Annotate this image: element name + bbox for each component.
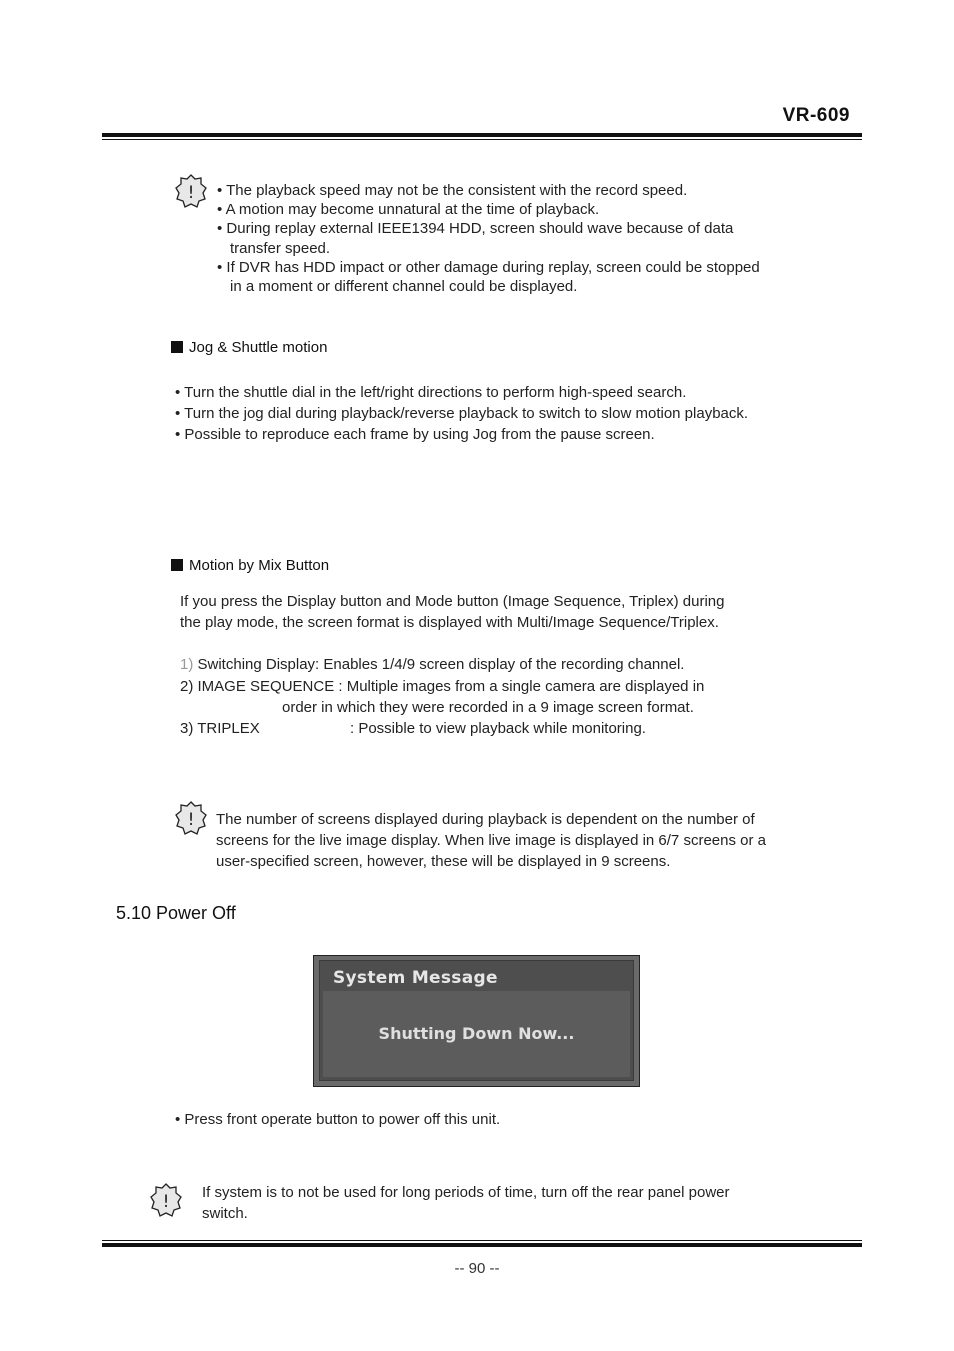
warning-icon (174, 801, 208, 835)
square-bullet-icon (171, 341, 183, 353)
note1-line-3: • During replay external IEEE1394 HDD, screen should wave because of data (217, 220, 734, 237)
mix-item-1-text: Switching Display: Enables 1/4/9 screen display of the recording channel. (197, 656, 685, 673)
note1-line-6: in a moment or different channel could be displayed. (230, 278, 578, 295)
mix-item-2-cont: order in which they were recorded in a 9 image screen format. (282, 699, 694, 716)
section-title-power-off: 5.10 Power Off (116, 903, 236, 923)
system-message-title: System Message (333, 968, 498, 988)
note2-line-1: The number of screens displayed during playback is dependent on the number of (216, 811, 755, 828)
mix-intro-line-2: the play mode, the screen format is displayed with Multi/Image Sequence/Triplex. (180, 614, 719, 631)
jog-line-2: • Turn the jog dial during playback/reverse playback to switch to slow motion playback. (175, 405, 749, 422)
svg-text:!: ! (162, 1192, 170, 1212)
note1-line-1: • The playback speed may not be the consistent with the record speed. (217, 182, 688, 199)
mix-item-1 (180, 656, 684, 673)
document-model-title: VR-609 (782, 105, 850, 126)
system-message-body (323, 991, 630, 1077)
warning-icon (174, 174, 208, 208)
jog-shuttle-heading-text: Jog & Shuttle motion (189, 339, 328, 356)
mix-item-3-text: : Possible to view playback while monitoring. (350, 720, 646, 737)
svg-text:!: ! (187, 183, 195, 203)
power-off-instruction: • Press front operate button to power off this unit. (175, 1111, 501, 1128)
square-bullet-icon (171, 559, 183, 571)
header-rule (102, 133, 862, 137)
jog-shuttle-heading (171, 339, 327, 356)
jog-line-1: • Turn the shuttle dial in the left/right directions to perform high-speed search. (175, 384, 687, 401)
page-number: -- 90 -- (454, 1260, 500, 1277)
system-message-frame (319, 960, 634, 1081)
mix-button-heading (171, 557, 329, 574)
system-message-text: Shutting Down Now... (378, 1024, 575, 1043)
note2-line-2: screens for the live image display. When live image is displayed in 6/7 screens or a (216, 832, 766, 849)
footer-rule-thin (102, 1240, 862, 1241)
note1-line-4: transfer speed. (230, 240, 331, 257)
note3-line-2: switch. (202, 1205, 248, 1222)
mix-item-3-label: 3) TRIPLEX (180, 720, 260, 737)
header-rule-thin (102, 139, 862, 140)
warning-icon (149, 1183, 183, 1217)
note1-line-5: • If DVR has HDD impact or other damage during replay, screen could be stopped (217, 259, 760, 276)
system-message-dialog (313, 955, 640, 1087)
mix-intro-line-1: If you press the Display button and Mode button (Image Sequence, Triplex) during (180, 593, 725, 610)
mix-button-heading-text: Motion by Mix Button (189, 557, 330, 574)
svg-text:!: ! (187, 810, 195, 830)
note2-line-3: user-specified screen, however, these will be displayed in 9 screens. (216, 853, 671, 870)
mix-item-2: 2) IMAGE SEQUENCE : Multiple images from a single camera are displayed in (180, 678, 705, 695)
note3-line-1: If system is to not be used for long periods of time, turn off the rear panel power (202, 1184, 730, 1201)
note1-line-2: • A motion may become unnatural at the time of playback. (217, 201, 600, 218)
mix-item-1-number: 1) (180, 656, 194, 673)
jog-line-3: • Possible to reproduce each frame by using Jog from the pause screen. (175, 426, 655, 443)
footer-rule (102, 1243, 862, 1247)
